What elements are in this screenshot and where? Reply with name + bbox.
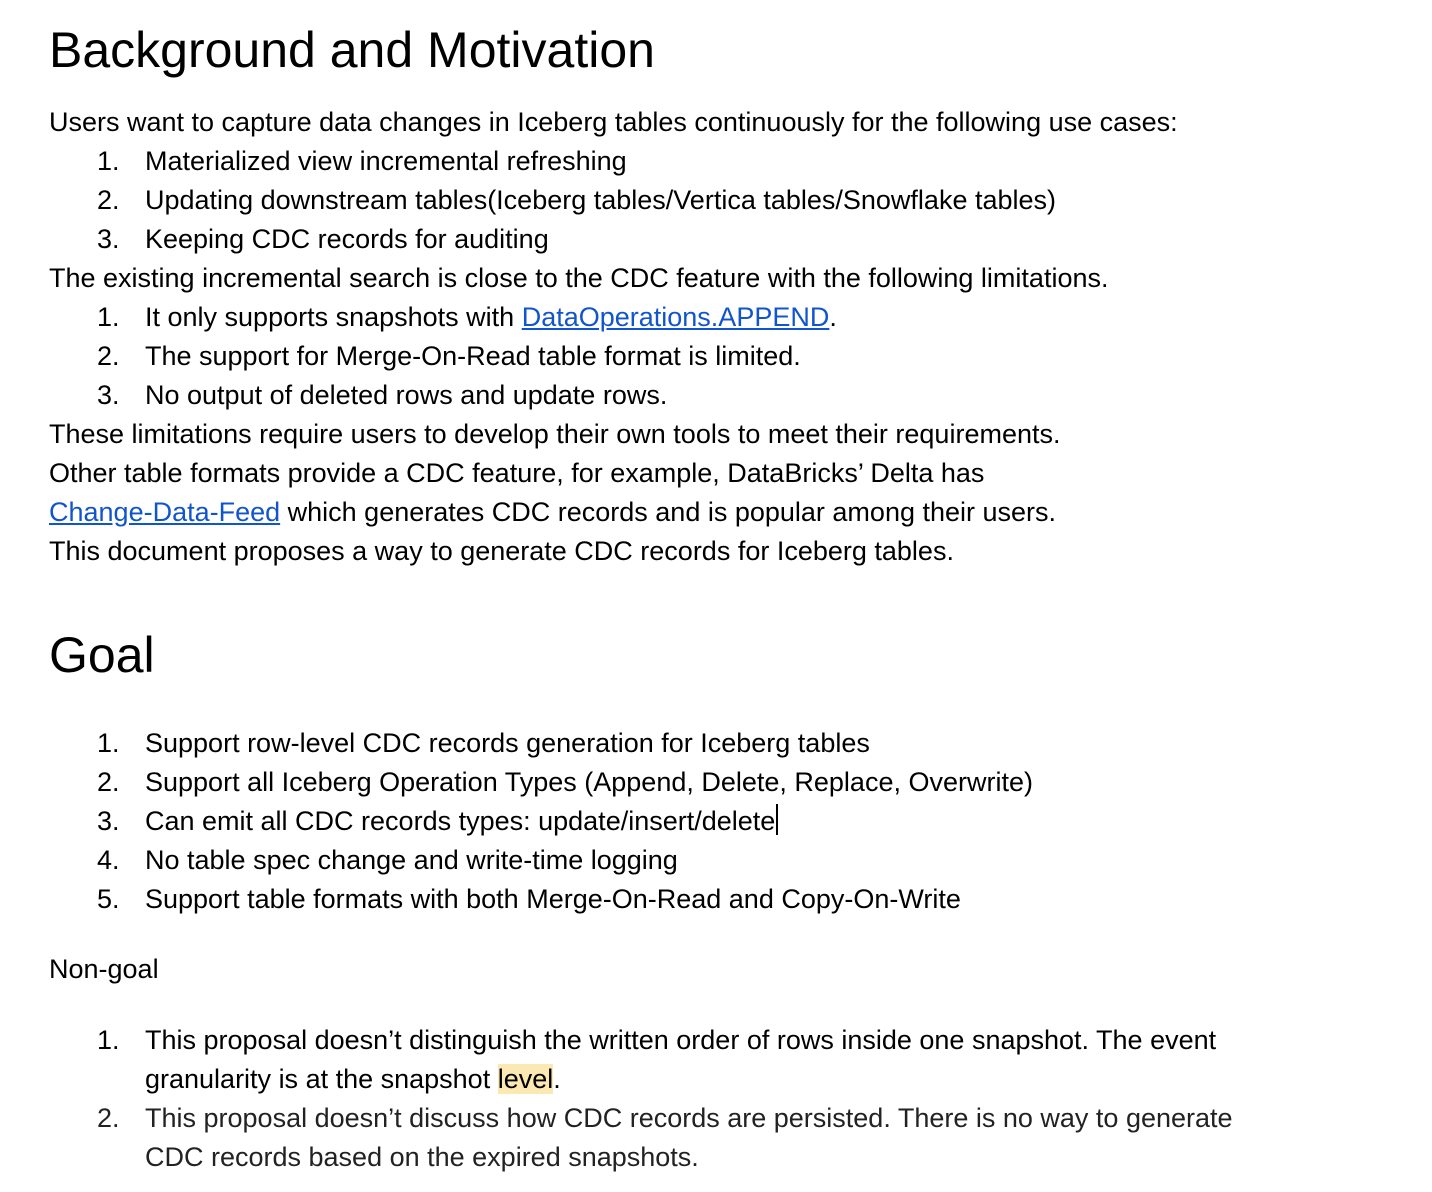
list-number: 3. [97,224,120,254]
list-number: 1. [97,1025,120,1055]
non-goal-list [49,1021,1285,1177]
heading-background-motivation: Background and Motivation [49,22,655,78]
text-cursor [776,804,778,835]
non-goal-label: Non-goal [49,954,159,984]
list-item-text: No table spec change and write-time logging [145,845,678,875]
list-item [49,724,1033,763]
list-item-text: Can emit all CDC records types: update/insert/delete [145,806,776,836]
list-item-text: Materialized view incremental refreshing [145,146,627,176]
change-data-feed-paragraph [49,493,1178,532]
list-item-text: Support all Iceberg Operation Types (Append, Delete, Replace, Overwrite) [145,767,1033,797]
list-item [49,1021,1285,1099]
list-item-text: Keeping CDC records for auditing [145,224,549,254]
list-item [49,298,1178,337]
list-item [49,142,1178,181]
list-item-text: Updating downstream tables(Iceberg tables/Vertica tables/Snowflake tables) [145,185,1056,215]
list-number: 3. [97,380,120,410]
list-number: 2. [97,185,120,215]
list-number: 1. [97,728,120,758]
other-formats-paragraph: Other table formats provide a CDC feature, for example, DataBricks’ Delta has [49,458,985,488]
heading-goal: Goal [49,627,155,683]
list-item [49,841,1033,880]
list-number: 1. [97,302,120,332]
dataoperations-append-link[interactable]: DataOperations.APPEND [521,302,830,332]
list-item [49,763,1033,802]
list-item-text: . [553,1064,561,1094]
list-item [49,1099,1285,1177]
list-item-text: The support for Merge-On-Read table format is limited. [145,341,801,371]
list-number: 1. [97,146,120,176]
list-item [49,181,1178,220]
use-cases-list [49,142,1178,259]
limitations-intro-paragraph: The existing incremental search is close to the CDC feature with the following limitations. [49,263,1109,293]
proposal-paragraph: This document proposes a way to generate CDC records for Iceberg tables. [49,536,954,566]
list-item [49,802,1033,841]
tools-paragraph: These limitations require users to develop their own tools to meet their requirements. [49,419,1061,449]
paragraph-text: which generates CDC records and is popular among their users. [280,497,1057,527]
list-item-text: Support row-level CDC records generation for Iceberg tables [145,728,870,758]
list-number: 2. [97,1103,120,1133]
list-item [49,376,1178,415]
highlighted-comment-text[interactable]: level [497,1064,554,1094]
limitations-list [49,298,1178,415]
intro-paragraph: Users want to capture data changes in Iceberg tables continuously for the following use cases: [49,107,1178,137]
list-number: 2. [97,341,120,371]
list-number: 4. [97,845,120,875]
list-number: 3. [97,806,120,836]
goal-list [49,724,1033,919]
change-data-feed-link[interactable]: Change-Data-Feed [49,497,281,527]
list-item [49,880,1033,919]
list-number: 5. [97,884,120,914]
list-item [49,220,1178,259]
list-item-text: . [829,302,837,332]
list-item-text: This proposal doesn’t discuss how CDC records are persisted. There is no way to generate CDC records based on the expired snapshots. [145,1103,1233,1172]
background-section [49,103,1178,571]
list-item-text: Support table formats with both Merge-On-Read and Copy-On-Write [145,884,961,914]
list-item-text: This proposal doesn’t distinguish the written order of rows inside one snapshot. The event granularity is at the snapshot [145,1025,1217,1094]
list-item-text: It only supports snapshots with [145,302,522,332]
list-item-text: No output of deleted rows and update rows. [145,380,668,410]
list-item [49,337,1178,376]
list-number: 2. [97,767,120,797]
